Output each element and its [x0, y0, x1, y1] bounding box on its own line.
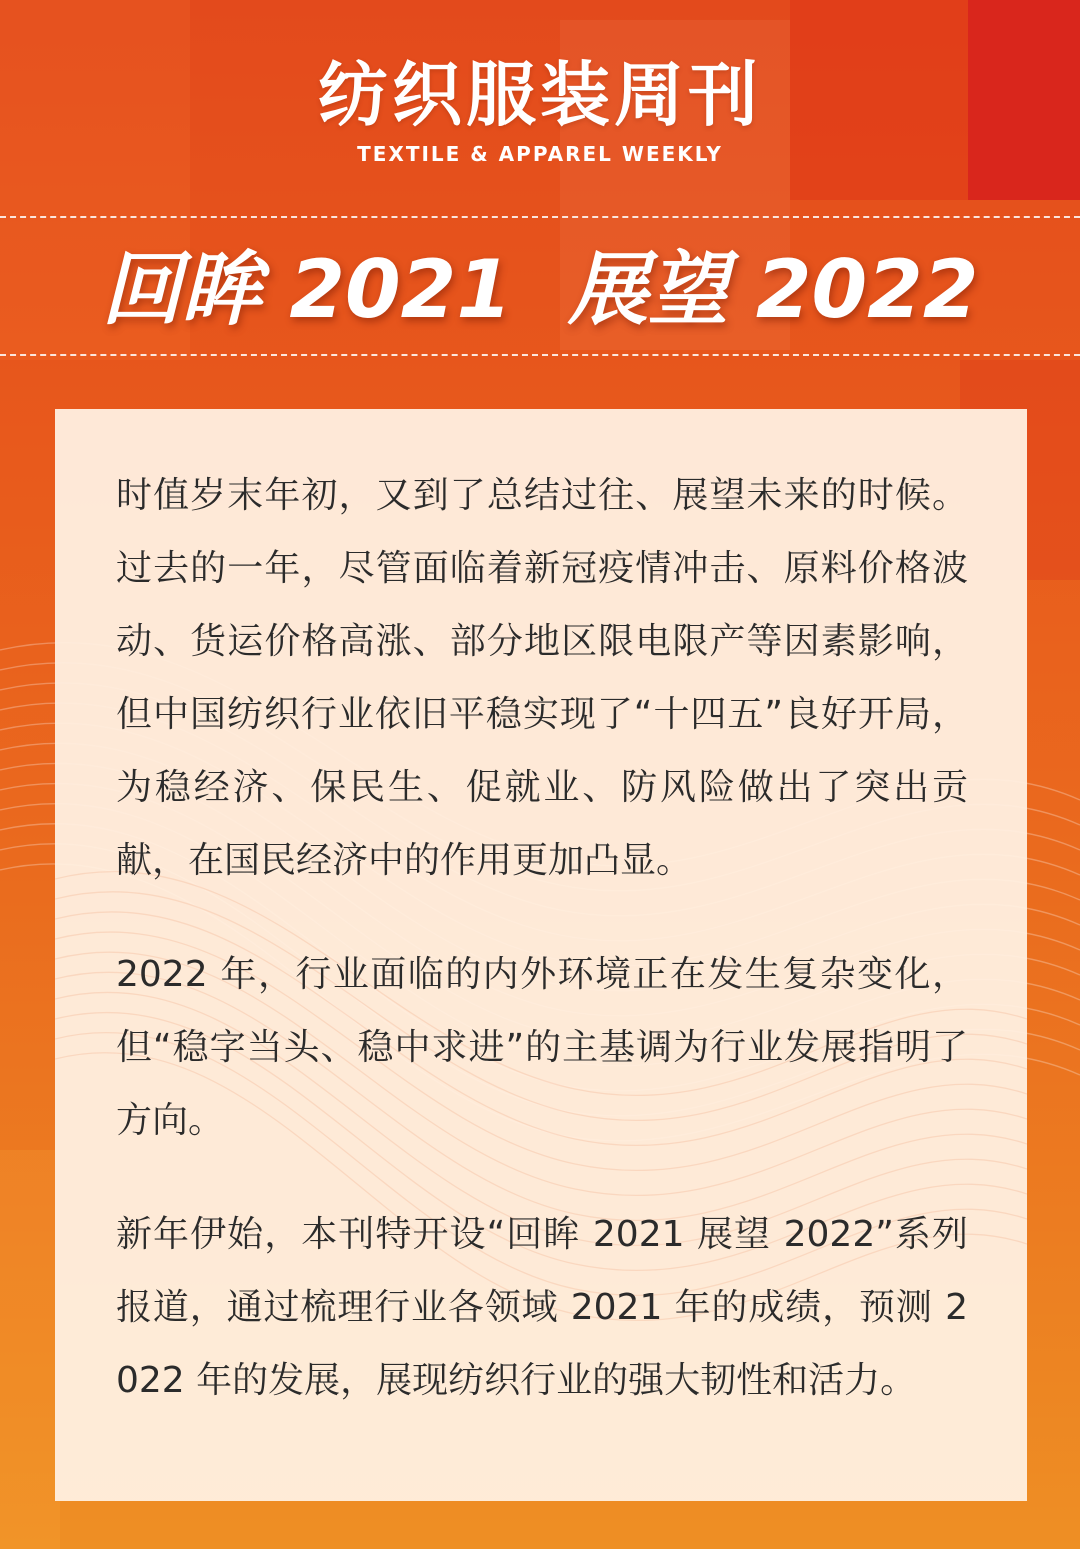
banner-part-outlook: 展望 2022 [568, 243, 979, 336]
article-paragraph: 时值岁末年初，又到了总结过往、展望未来的时候。过去的一年，尽管面临着新冠疫情冲击、原料价格波动、货运价格高涨、部分地区限电限产等因素影响，但中国纺织行业依旧平稳实现了“十四五”良好开局，为稳经济、保民生、促就业、防风险做出了突出贡献，在国民经济中的作用更加凸显。 [116, 475, 968, 881]
banner-part-review: 回眸 2021 [101, 243, 512, 336]
masthead [0, 52, 1080, 166]
magazine-subtitle: TEXTILE & APPAREL WEEKLY [357, 142, 723, 166]
article-paragraph: 2022 年，行业面临的内外环境正在发生复杂变化，但“稳字当头、稳中求进”的主基调为行业发展指明了方向。 [116, 954, 968, 1141]
article-paragraph: 新年伊始，本刊特开设“回眸 2021 展望 2022”系列报道，通过梳理行业各领域 2021 年的成绩，预测 2022 年的发展，展现纺织行业的强大韧性和活力。 [116, 1214, 968, 1401]
article-body [116, 459, 968, 1417]
dashed-divider-bottom [0, 354, 1080, 356]
content-card [55, 409, 1027, 1501]
dashed-divider-top [0, 216, 1080, 218]
magazine-title: 纺织服装周刊 [318, 54, 762, 136]
feature-banner [0, 242, 1080, 338]
